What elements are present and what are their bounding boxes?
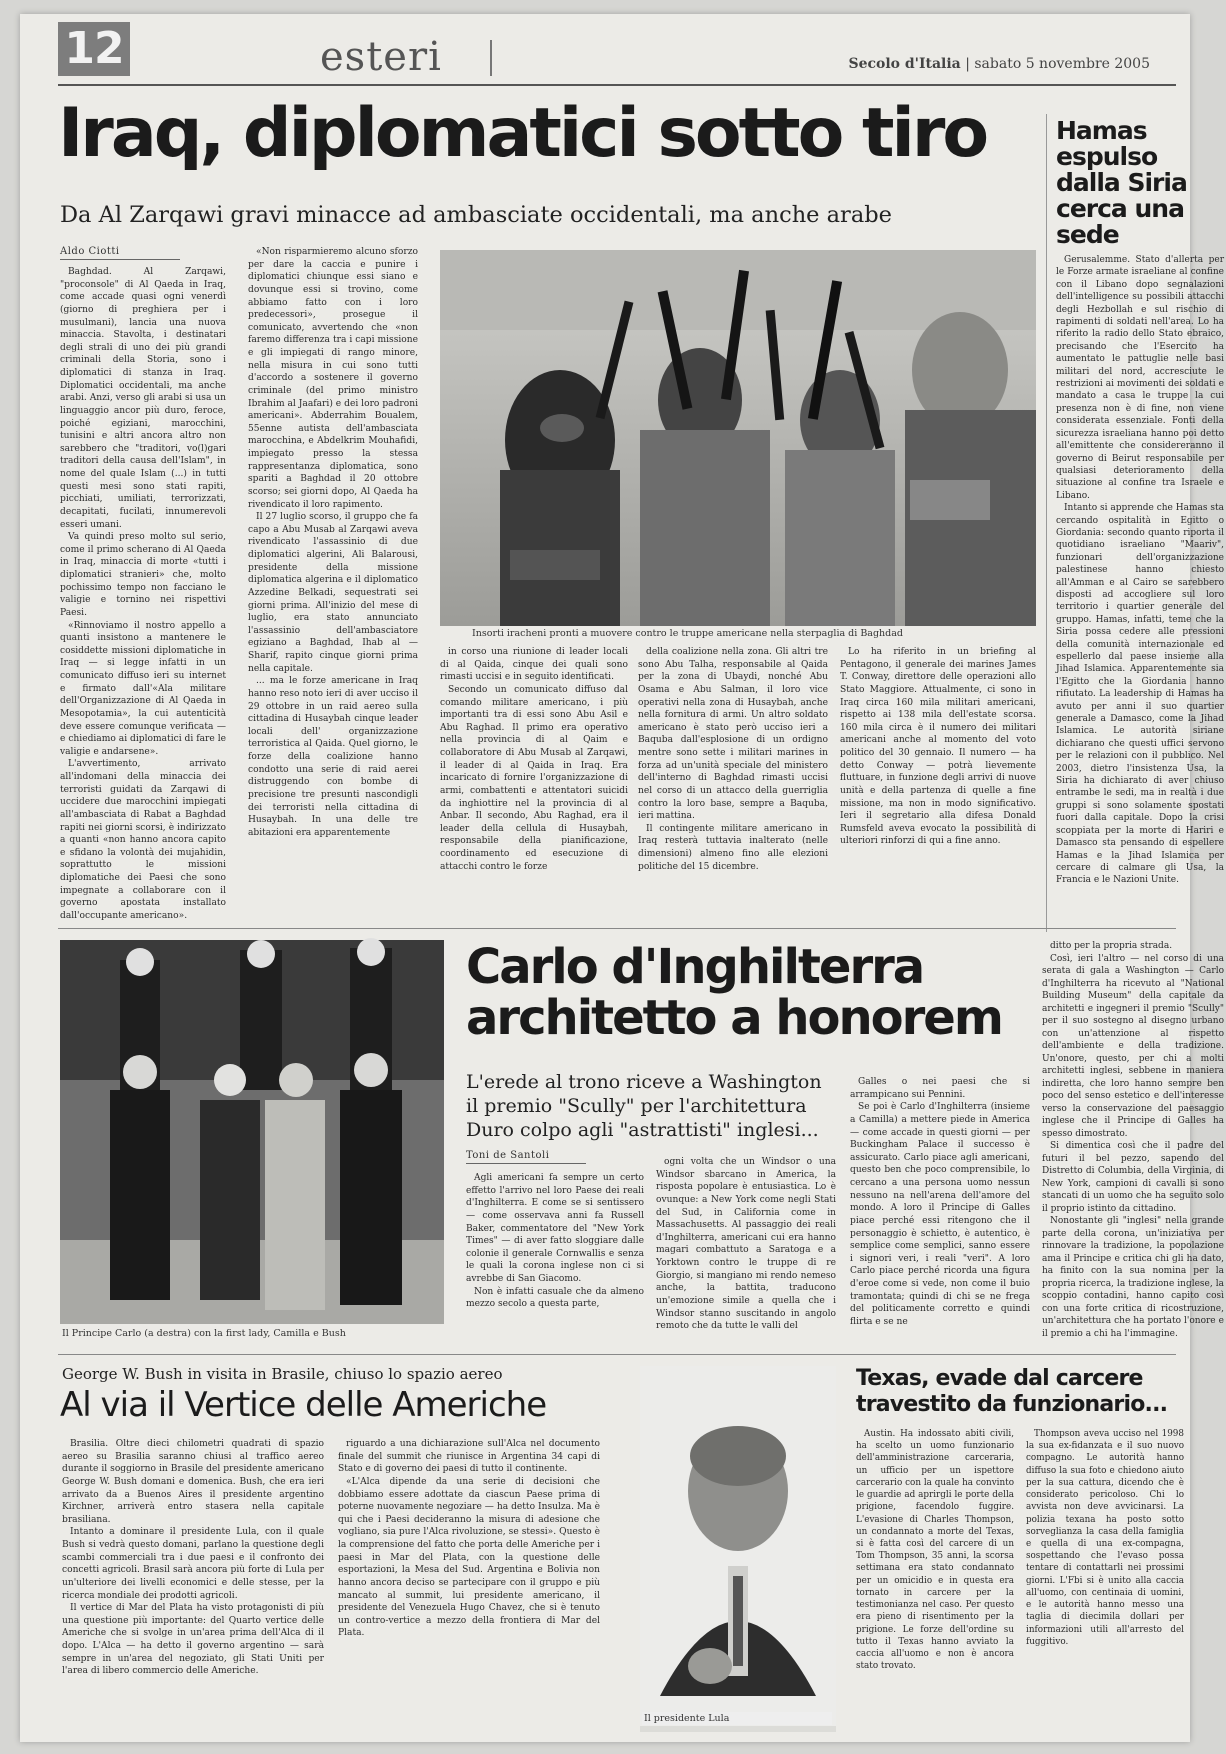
lower-rule: [58, 1354, 1176, 1355]
iraq-c5-p1: Lo ha riferito in un briefing al Pentagono, il generale dei marines James T. Conway, direttore delle operazioni allo Stato Maggiore. Attualmente, ci sono in Iraq circa 160 mila militari americani, rispetto ai 138 mila dell'estate scorsa. 160 mila circa è il numero dei militari americani anche al momento del voto politico del 30 gennaio. Il numero — ha detto Conway — potrà lievemente fluttuare, in funzione degli arrivi di nuove unità e della partenza di quelle a fine missione, ma non in modo significativo. Ieri il segretario alla difesa Donald Rumsfeld aveva evocato la possibilità di ulteriori rinforzi di qui a fine anno.: [840, 647, 1036, 847]
carlo-byline: Toni de Santoli: [466, 1150, 586, 1164]
lula-photo: [640, 1366, 836, 1732]
americhe-c1-p2: Intanto a dominare il presidente Lula, con il quale Bush si vedrà questo domani, parlano la questione degli scambi commerciali tra i due paesi e il confronto dei concetti agricoli. Brasil sarà ancora più forte di Lula per un'ulteriore dei livelli economici e delle stesse, per la ricerca mondiale dei prodotti agricoli.: [62, 1527, 324, 1601]
page-number: 12: [58, 22, 130, 76]
carlo-c2-p1: ogni volta che un Windsor o una Windsor sbarcano in America, la risposta popolare è entusiastica. Lo è ovunque: a New York come negli Stati del Sud, in California come in Massachusetts. Al passaggio dei reali d'Inghilterra, americani cui era hanno magari combattuto a Saratoga e a Yorktown contro le truppe di re Giorgio, si mangiano mi rendo nemeso anche, la battita, traducono un'emozione simile a quella che i Windsor stanno suscitando in angolo remoto che da tutte le valli del: [656, 1157, 836, 1332]
carlo-c3-p2: Se poi è Carlo d'Inghilterra (insieme a Camilla) a mettere piede in America — come accade in questi giorni — per Buckingham Palace il successo è assicurato. Carlo piace agli americani, questo ben che poco comprensibile, lo cercano a una persona uomo nessun nessuno na nell'arena dell'amore del mondo. A loro il Principe di Galles piace perché essi ritengono che il personaggio è schietto, è autentico, è semplice come semplici, sanno essere i signori veri, i reali "veri". A loro Carlo piace perché ricorda una figura d'eroe come si vede, non come il buio tramontata; quindi di chi se ne frega del politicamente corretto e quindi flirta e se ne: [850, 1102, 1030, 1327]
iraq-c1-p4: L'avvertimento, arrivato all'indomani della minaccia dei terroristi guidati da Zarqawi di uccidere due marocchini impiegati all'ambasciata di Rabat a Baghdad rapiti nei giorni scorsi, è indirizzato a quanti «non hanno ancora capito e sfidano la volontà dei mujahidin, soprattutto le missioni diplomatiche dei Paesi che sono impegnate a collaborare con il governo apostata installato dall'occupante americano».: [60, 759, 226, 921]
americhe-c2-p1: riguardo a una dichiarazione sull'Alca nel documento finale del summit che riunisce in Argentina 34 capi di Stato e di governo dei paesi di tutto il continente.: [338, 1439, 600, 1475]
carlo-photo-caption: Il Principe Carlo (a destra) con la first lady, Camilla e Bush: [62, 1328, 346, 1339]
insurgents-illustration: [440, 250, 1036, 626]
americhe-c1-p1: Brasilia. Oltre dieci chilometri quadrati di spazio aereo su Brasilia saranno chiusi al traffico aereo durante il soggiorno in Brasile del presidente americano George W. Bush domani e domenica. Bush, che era ieri arrivato da a Buenos Aires il presidente argentino Kirchner, arriverà entro stasera nella capitale brasiliana.: [62, 1439, 324, 1525]
iraq-column-4: [638, 646, 828, 916]
texas-column-1: [856, 1428, 1014, 1734]
americhe-kicker: George W. Bush in visita in Brasile, chiuso lo spazio aereo: [62, 1365, 503, 1383]
lula-portrait-illustration: [640, 1366, 836, 1732]
hamas-headline: Hamas espulso dalla Siria cerca una sede: [1056, 116, 1187, 249]
carlo-deck-line2: il premio "Scully" per l'architettura: [466, 1095, 807, 1118]
iraq-headline: Iraq, diplomatici sotto tiro: [58, 94, 987, 173]
iraq-c3-p2: Secondo un comunicato diffuso dal comando militare americano, i più importanti tra di essi sono Abu Asil e Abu Raghad. Il primo era operativo nella provincia di al Qaim e collaboratore di Abu Musab al Zarqawi, il leader di al Qaida in Iraq. Era incaricato di fornire l'organizzazione di armi, combattenti e attentatori suicidi da inghiottire nel la provincia di al Anbar. Il secondo, Abu Raghad, era il leader della cellula di Husaybah, responsabile della pianificazione, coordinamento ed esecuzione di attacchi contro le forze: [440, 684, 628, 872]
newspaper-page: [20, 14, 1224, 1742]
carlo-column-2: [656, 1156, 836, 1342]
section-title: esteri: [320, 34, 442, 80]
carlo-c4-p3: Si dimentica così che il padre del futuri il bel pezzo, sapendo del Distretto di Columbia, della Virginia, di New York, campioni di cavalli si sono stancati di un uomo che ha seguito solo il proprio istinto da cittadino.: [1042, 1141, 1224, 1214]
hamas-divider: [1046, 114, 1047, 932]
americhe-c2-p2: «L'Alca dipende da una serie di decisioni che dobbiamo essere adottate da ciascun Paese prima di poterne nuovamente negoziare — ha detto Insulza. Ma è qui che i Paesi decideranno la misura di adesione che vogliano, sia pure l'Alca rivoluzione, se stessi». Questo è la comprensione del fatto che porta delle Americhe per i paesi in Mar del Plata, con la questione delle esportazioni, la Mesa del Sud. Argentina e Bolivia non hanno ancora deciso se partecipare con il gruppo e più mancato al summit, lui presidente americano, il presidente del Venezuela Hugo Chavez, che si è tenuto un contro-vertice a mezzo della frontiera di Mar del Plata.: [338, 1476, 600, 1639]
hamas-column: [1056, 254, 1224, 930]
masthead-separator: |: [965, 56, 975, 72]
iraq-c2-p1: «Non risparmieremo alcuno sforzo per dare la caccia e punire i diplomatici chiunque essi siano e dovunque essi si trovino, come abbiamo fatto con i loro predecessori», prosegue il comunicato, avvertendo che «non faremo differenza tra i capi missione e gli impiegati di rango minore, nella misura in cui sono tutti d'accordo a sostenere il governo criminale (del primo ministro Ibrahim al Jaafari) e dei loro padroni americani». Abderrahim Boualem, 55enne autista dell'ambasciata marocchina, e Abdelkrim Mouhafidi, impiegato presso la stessa rappresentanza diplomatica, sono spariti a Baghdad il 20 ottobre scorso; sei giorni dopo, Al Qaeda ha rivendicato il loro rapimento.: [248, 247, 418, 510]
carlo-photo: [60, 940, 444, 1324]
texas-c1-p1: Austin. Ha indossato abiti civili, ha scelto un uomo funzionario dell'amministrazione carceraria, un ufficio per un ispettore carcerario con la quale ha convinto le guardie ad aprirgli le porte della prigione, facendolo fuggire. L'evasione di Charles Thompson, un condannato a morte del Texas, si è fatta così del carcere di un Tom Thompson, 35 anni, la scorsa settimana era stato condannato per un omicidio e in questa era tornato in carcere per la testimonianza nel caso. Per questo era pieno di risentimento per la prigione. Le forze dell'ordine su tutto il Texas hanno avviato la caccia all'uomo e non è ancora stato trovato.: [856, 1429, 1014, 1672]
hamas-p1: Gerusalemme. Stato d'allerta per le Forze armate israeliane al confine con il Libano dopo segnalazioni dell'intelligence su possibili attacchi degli Hezbollah e sul rischio di rapimenti di soldati nell'area. Lo ha riferito la radio dello Stato ebraico, precisando che l'Esercito ha aumentato le pattuglie nelle basi militari del nord, accresciute le restrizioni ai movimenti dei soldati e mandato a casa le truppe la cui presenza non è di fine, non viene considerata essenziale. Fonti della sicurezza israeliana hanno poi detto all'emittente che considereranno il governo di Beirut responsabile per qualsiasi deterioramento della situazione al confine tra Israele e Libano.: [1056, 255, 1224, 501]
texas-c2-p1: Thompson aveva ucciso nel 1998 la sua ex-fidanzata e il suo nuovo compagno. Le autorità hanno diffuso la sua foto e chiedono aiuto per la sua cattura, dicendo che è considerato pericoloso. Chi lo avvista non deve avvicinarsi. La polizia texana ha posto sotto sorveglianza la casa della famiglia e quella di una ex-compagna, sospettando che l'evaso possa tentare di contattarli nei prossimi giorni. L'Fbi si è unito alla caccia all'uomo, con centinaia di uomini, e le autorità hanno messo una taglia di diecimila dollari per informazioni utili all'arresto del fuggitivo.: [1026, 1429, 1184, 1647]
texas-column-2: [1026, 1428, 1184, 1734]
iraq-c1-p1: Baghdad. Al Zarqawi, "proconsole" di Al Qaeda in Iraq, come accade quasi ogni venerdì (giorno di preghiera per i musulmani), lancia una nuova minaccia. Stavolta, i destinatari degli strali di uno dei più grandi criminali della Storia, sono i diplomatici di stanza in Iraq. Diplomatici occidentali, ma anche arabi. Anzi, verso gli arabi si usa un linguaggio ancor più duro, feroce, poiché egiziani, marocchini, tunisini e altri ancora altro non sarebbero che "traditori, vo(l)gari traditori della causa dell'Islam", in nome del quale Islam (...) in tutti questi mesi sono stati rapiti, picchiati, umiliati, terrorizzati, decapitati, fucilati, innumerevoli esseri umani.: [60, 267, 226, 530]
carlo-column-1: [466, 1172, 644, 1342]
carlo-headline: [466, 939, 1026, 1046]
iraq-column-1: [60, 266, 226, 921]
iraq-c3-p1: in corso una riunione di leader locali di al Qaida, cinque dei quali sono rimasti uccisi e in seguito identificati.: [440, 647, 628, 683]
carlo-deck: [466, 1070, 846, 1142]
iraq-c2-p2: Il 27 luglio scorso, il gruppo che fa capo a Abu Musab al Zarqawi aveva rivendicato l'assassinio di due diplomatici algerini, Ali Balarousi, presidente della missione diplomatica algerina e il diplomatico Azzedine Belkadi, sequestrati sei giorni prima. All'inizio del mese di luglio, era stato annunciato l'assassinio dell'ambasciatore egiziano a Baghdad, Ihab al — Sharif, rapito cinque giorni prima nella capitale.: [248, 512, 418, 674]
iraq-c4-p2: Il contingente militare americano in Iraq resterà tuttavia inalterato (nelle dimensioni) almeno fino alle elezioni politiche del 15 dicembre.: [638, 823, 828, 872]
americhe-c1-p3: Il vertice di Mar del Plata ha visto protagonisti di più una questione più importante: del Quarto vertice delle Americhe che si svolge in un'area prima dell'Alca di il dopo. L'Alca — ha detto il governo argentino — sarà sempre in un'area del negoziato, gli Stati Uniti per l'area di libero commercio delle Americhe.: [62, 1603, 324, 1677]
iraq-c1-p3: «Rinnoviamo il nostro appello a quanti insistono a mantenere le cosiddette missioni diplomatiche in Iraq — si legge infatti in un comunicato diffuso ieri su internet e firmato dall'«Ala militare dell'Organizzazione di Al Qaeda in Mesopotamia», la cui autenticità deve essere comunque verificata — e chiediamo ai diplomatici di fare le valigie e andarsene».: [60, 620, 226, 757]
section-divider: [490, 40, 492, 76]
iraq-byline: Aldo Ciotti: [60, 246, 180, 260]
iraq-column-5: [840, 646, 1036, 916]
iraq-insurgents-photo: [440, 250, 1036, 626]
hamas-p2: Intanto si apprende che Hamas sta cercando ospitalità in Egitto o Giordania: secondo quanto riporta il quotidiano israeliano "Maariv", funzionari dell'organizzazione palestinese hanno chiesto all'Amman e al Cairo se sarebbero disposti ad accogliere sul loro territorio i quartier generale del gruppo. Hamas, infatti, teme che la Siria possa cedere alle pressioni della comunità internazionale ed espellerlo dal paese insieme alla Jihad Islamica. Apparentemente sia l'Egitto che la Giordania hanno rifiutato. La leadership di Hamas ha avuto per anni il suo quartier generale a Damasco, come la Jihad Islamica. Le autorità siriane dichiarano che questi uffici servono per le relazioni con il pubblico. Nel 2003, dietro l'insistenza Usa, la Siria ha dichiarato di aver chiuso entrambe le sedi, ma in realtà i due gruppi si sono solamente spostati fuori dalla capitale. Dopo la crisi scoppiata per la morte di Hariri e Damasco sta pensando di espellere Hamas e la Jihad Islamica per cercare di calmare gli Usa, la Francia e le Nazioni Unite.: [1056, 503, 1224, 886]
iraq-c2-p3: ... ma le forze americane in Iraq hanno reso noto ieri di aver ucciso il 29 ottobre in un raid aereo sulla cittadina di Husaybah cinque leader locali dell' organizzazione terroristica al Qaida. Quel giorno, le forze della coalizione hanno condotto una serie di raid aerei distruggendo con bombe di precisione tre presunti nascondigli dei terroristi nella cittadina di Husaybah. In una delle tre abitazioni era apparentemente: [248, 676, 418, 838]
header-rule: [58, 84, 1176, 86]
americhe-column-2: [338, 1438, 600, 1734]
texas-headline-line1: Texas, evade dal carcere: [856, 1366, 1143, 1391]
carlo-deck-line3: Duro colpo agli "astrattisti" inglesi...: [466, 1119, 819, 1142]
masthead: [848, 56, 1150, 72]
carlo-headline-line1: Carlo d'Inghilterra: [466, 939, 924, 995]
americhe-column-1: [62, 1438, 324, 1734]
iraq-deck: Da Al Zarqawi gravi minacce ad ambasciate occidentali, ma anche arabe: [60, 202, 892, 228]
carlo-c4-p2: Così, ieri l'altro — nel corso di una serata di gala a Washington — Carlo d'Inghilterra ha ricevuto al "National Building Museum" della capitale da architetti e ingegneri il premio "Scully" per il suo sostegno al disegno urbano con un'attenzione al rispetto dell'ambiente e della tradizione. Un'onore, questo, per chi a molti architetti inglesi, sebbene in maniera indiretta, che loro hanno sempre ben poco del senso estetico e dell'interesse verso la conservazione del paesaggio inglese che il Principe di Galles ha spesso dimostrato.: [1042, 953, 1224, 1139]
iraq-c4-p1: della coalizione nella zona. Gli altri tre sono Abu Talha, responsabile al Qaida per la zona di Ubaydi, nonché Abu Osama e Abu Salman, il loro vice operativi nella zona di Husaybah, anche nella fornitura di armi. Un altro soldato americano è stato però ucciso ieri a Baquba dall'esplosione di un ordigno mentre sono sette i militari marines in forza ad un'unità speciale del ministero dell'interno di Baghdad rimasti uccisi nel corso di un attacco della guerriglia contro la loro base, sempre a Baquba, ieri mattina.: [638, 647, 828, 822]
iraq-column-3: [440, 646, 628, 916]
iraq-c1-p2: Va quindi preso molto sul serio, come il primo scherano di Al Qaeda in Iraq, minaccia di morte «tutti i diplomatici stranieri» che, molto pochissimo tempo non facciano le valigie e tornino nei rispettivi Paesi.: [60, 532, 226, 618]
carlo-c4-p1: ditto per la propria strada.: [1050, 941, 1173, 951]
lula-photo-caption: Il presidente Lula: [642, 1712, 832, 1725]
carlo-c1-p1: Agli americani fa sempre un certo effetto l'arrivo nel loro Paese dei reali d'Inghilterra. E come se si sentissero — come osservava anni fa Russell Baker, commentatore del "New York Times" — di aver fatto sloggiare dalle colonie il generale Cornwallis e senza le quali la corona inglese non ci si avrebbe di San Giacomo.: [466, 1173, 644, 1284]
carlo-column-3: [850, 1076, 1030, 1342]
texas-headline-line2: travestito da funzionario...: [856, 1391, 1168, 1417]
carlo-deck-line1: L'erede al trono riceve a Washington: [466, 1071, 822, 1093]
royal-visit-illustration: [60, 940, 444, 1324]
paper-name: Secolo d'Italia: [848, 56, 961, 72]
carlo-column-4: [1042, 940, 1224, 1342]
carlo-c4-p4: Nonostante gli "inglesi" nella grande parte della corona, un'iniziativa per rinnovare la tradizione, la popolazione ama il Principe e critica chi gli ha dato, ha finito con la sua nomina per la propria ricerca, la tradizione inglese, la scoppio contadini, hanno capito così con una forte critica di ricostruzione, un'architettura che ha portato l'onore e il premio a chi ha l'immagine.: [1042, 1216, 1224, 1339]
iraq-column-2: [248, 246, 418, 916]
carlo-c1-p2: Non è infatti casuale che da almeno mezzo secolo a questa parte,: [466, 1286, 644, 1310]
middle-rule: [58, 928, 1176, 929]
carlo-headline-line2: architetto a honorem: [466, 989, 1002, 1046]
carlo-c3-p1: Galles o nei paesi che si arrampicano sui Pennini.: [850, 1077, 1030, 1100]
americhe-headline: Al via il Vertice delle Americhe: [60, 1385, 547, 1425]
issue-date: sabato 5 novembre 2005: [974, 56, 1150, 72]
texas-headline: [856, 1366, 1186, 1418]
iraq-photo-caption: Insorti iracheni pronti a muovere contro le truppe americane nella sterpaglia di Baghdad: [472, 628, 903, 639]
